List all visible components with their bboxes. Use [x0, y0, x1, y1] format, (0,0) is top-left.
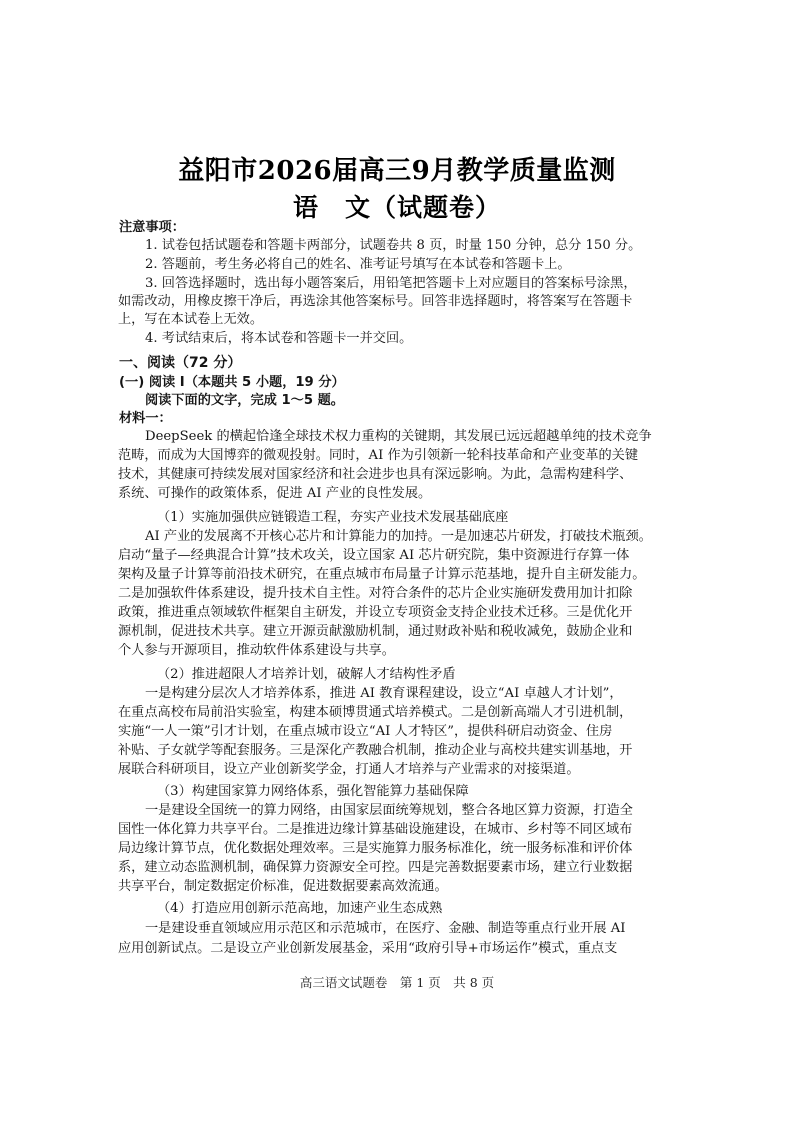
body-subheading: （1）实施加强供应链锻造工程，夯实产业技术发展基础底座 [157, 510, 509, 525]
body-line: 启动“量子—经典混合计算”技术攻关，设立国家 AI 芯片研究院，集中资源进行存算一体 [118, 548, 630, 563]
body-line: 架构及量子计算等前沿技术研究，在重点城市布局量子计算示范基地，提升自主研发能力。 [118, 567, 646, 582]
body-line: 源机制，促进技术共享。建立开源贡献激励机制，通过财政补贴和税收减免，鼓励企业和 [118, 624, 633, 639]
body-line: 二是加强软件体系建设，提升技术自主性。对符合条件的芯片企业实施研发费用加计扣除 [118, 586, 633, 601]
instruction: 阅读下面的文字，完成 1～5 题。 [145, 393, 344, 408]
body-subheading: （2）推进超限人才培养计划，破解人才结构性矛盾 [157, 667, 456, 682]
body-line: 共享平台，制定数据定价标准，促进数据要素高效流通。 [118, 879, 448, 894]
body-line: 实施“一人一策”引才计划，在重点城市设立“AI 人才特区”，提供科研启动资金、住房 [118, 724, 613, 739]
body-line: 技术，其健康可持续发展对国家经济和社会进步也具有深远影响。为此，急需构建科学、 [118, 467, 633, 482]
body-line: 系统、可操作的政策体系，促进 AI 产业的良性发展。 [118, 486, 432, 501]
body-line: 系，建立动态监测机制，确保算力资源安全可控。四是完善数据要素市场，建立行业数据 [118, 860, 633, 875]
body-line: 应用创新试点。二是设立产业创新发展基金，采用“政府引导+市场运作”模式，重点支 [118, 941, 618, 956]
body-line: 一是构建分层次人才培养体系，推进 AI 教育课程建设，设立“AI 卓越人才计划”， [145, 686, 623, 701]
notice-line: 1. 试卷包括试题卷和答题卡两部分，试题卷共 8 页，时量 150 分钟，总分 150 分。 [145, 238, 642, 253]
notice-line: 3. 回答选择题时，选出每小题答案后，用铅笔把答题卡上对应题目的答案标号涂黑， [145, 276, 637, 291]
subject-title: 语 文（试题卷） [292, 193, 501, 222]
notice-heading: 注意事项： [119, 220, 185, 235]
body-line: 国性一体化算力共享平台。二是推进边缘计算基础设施建设，在城市、乡村等不同区域布 [118, 822, 633, 837]
material-label: 材料一： [119, 411, 172, 426]
body-subheading: （4）打造应用创新示范高地，加速产业生态成熟 [157, 901, 443, 916]
exam-title: 益阳市2026届高三9月教学质量监测 [178, 156, 616, 186]
body-line: 在重点高校布局前沿实验室，构建本硕博贯通式培养模式。二是创新高端人才引进机制， [118, 705, 633, 720]
body-line: DeepSeek 的横起恰逢全球技术权力重构的关键期，其发展已远远超越单纯的技术竞争 [145, 429, 652, 444]
body-line: 一是建设全国统一的算力网络，由国家层面统筹规划，整合各地区算力资源，打造全 [145, 803, 633, 818]
section-heading: 一、阅读（72 分） [119, 355, 242, 371]
notice-line: 2. 答题前，考生务必将自己的姓名、准考证号填写在本试卷和答题卡上。 [145, 257, 571, 272]
page-footer: 高三语文试题卷 第 1 页 共 8 页 [299, 975, 495, 990]
body-line: 个人参与开源项目，推动软件体系建设与共享。 [118, 643, 395, 658]
body-line: 局边缘计算节点，优化数据处理效率。三是实施算力服务标准化，统一服务标准和评价体 [118, 841, 633, 856]
body-line: 一是建设垂直领域应用示范区和示范城市，在医疗、金融、制造等重点行业开展 AI [145, 921, 626, 936]
subsection-heading: (一) 阅读 I（本题共 5 小题，19 分） [119, 375, 345, 390]
body-line: 范畴，而成为大国博弈的微观投射。同时，AI 作为引领新一轮科技革命和产业变革的关键 [118, 448, 639, 463]
notice-line: 4. 考试结束后，将本试卷和答题卡一并交回。 [145, 331, 413, 346]
body-line: 政策，推进重点领域软件框架自主研发，并设立专项资金支持企业技术迁移。三是优化开 [118, 605, 633, 620]
body-line: 展联合科研项目，设立产业创新奖学金，打通人才培养与产业需求的对接渠道。 [118, 762, 580, 777]
body-line: AI 产业的发展离不开核心芯片和计算能力的加持。一是加速芯片研发，打破技术瓶颈。 [145, 529, 652, 544]
body-subheading: （3）构建国家算力网络体系，强化智能算力基础保障 [157, 784, 469, 799]
notice-line: 如需改动，用橡皮擦干净后，再选涂其他答案标号。回答非选择题时，将答案写在答题卡 [118, 294, 633, 309]
body-line: 补贴、子女就学等配套服务。三是深化产教融合机制，推动企业与高校共建实训基地，开 [118, 743, 633, 758]
notice-line: 上，写在本试卷上无效。 [118, 312, 264, 327]
